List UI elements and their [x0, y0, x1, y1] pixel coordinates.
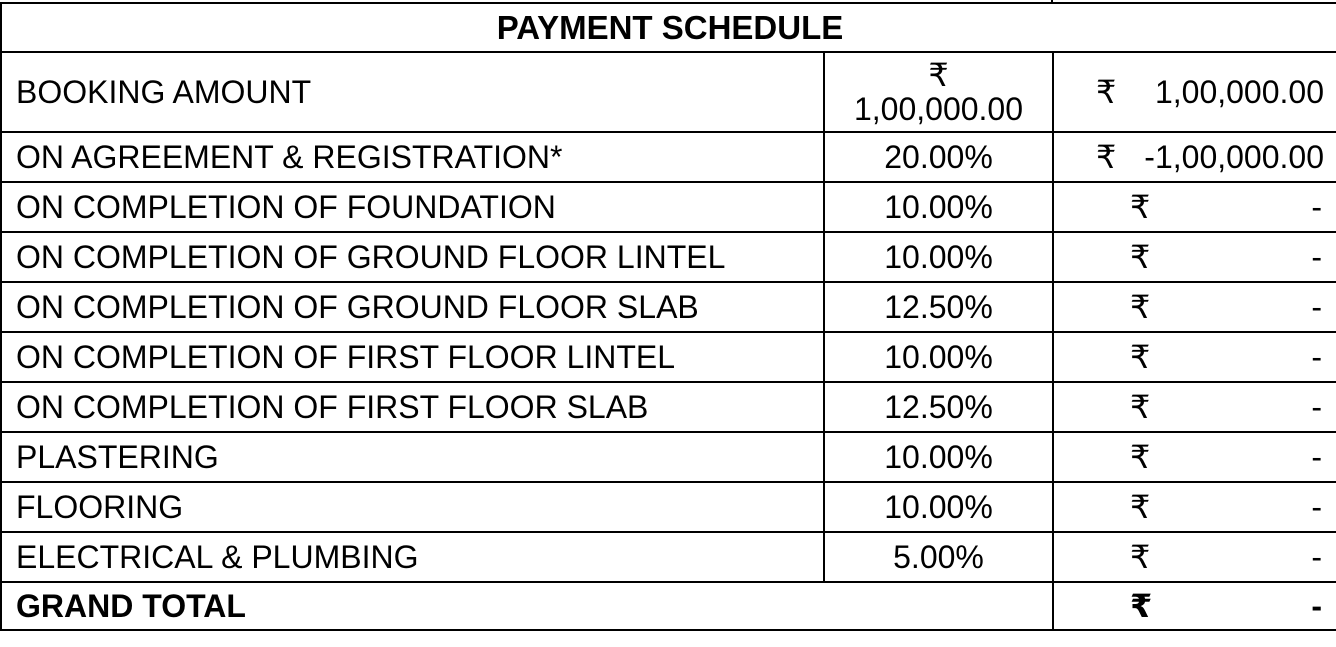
- amount-value: -1,00,000.00: [1144, 139, 1324, 175]
- row-percent: 10.00%: [824, 482, 1053, 532]
- rupee-icon: ₹: [1130, 339, 1151, 375]
- row-label: FLOORING: [1, 482, 824, 532]
- table-row: [1, 282, 1336, 332]
- row-amount: [1053, 132, 1336, 182]
- amount-value: -: [1311, 239, 1322, 275]
- amount-value: -: [1311, 339, 1322, 375]
- rupee-icon: ₹: [1096, 139, 1117, 175]
- grand-total-label: GRAND TOTAL: [1, 582, 1053, 630]
- row-amount: [1053, 232, 1336, 282]
- amount-value: -: [1311, 189, 1322, 225]
- table-row: [1, 332, 1336, 382]
- rupee-icon: ₹: [1096, 74, 1117, 110]
- amount-wrap: [1054, 53, 1336, 131]
- rupee-icon: ₹: [1130, 389, 1151, 425]
- rupee-icon: ₹: [1130, 189, 1151, 225]
- table-row: [1, 52, 1336, 132]
- rupee-icon: ₹: [1130, 539, 1151, 575]
- row-label: ON COMPLETION OF FIRST FLOOR LINTEL: [1, 332, 824, 382]
- row-amount: [1053, 282, 1336, 332]
- rupee-icon: ₹: [1130, 239, 1151, 275]
- row-label: ON AGREEMENT & REGISTRATION*: [1, 132, 824, 182]
- amount-value: -: [1311, 389, 1322, 425]
- amount-wrap: [1054, 483, 1336, 531]
- table-row: [1, 532, 1336, 582]
- amount-value: -: [1311, 489, 1322, 525]
- amount-wrap: [1054, 233, 1336, 281]
- table-row: [1, 432, 1336, 482]
- row-label: ON COMPLETION OF GROUND FLOOR SLAB: [1, 282, 824, 332]
- row-percent: 5.00%: [824, 532, 1053, 582]
- amount-wrap: [1054, 183, 1336, 231]
- row-label: ON COMPLETION OF FOUNDATION: [1, 182, 824, 232]
- row-amount: [1053, 182, 1336, 232]
- row-percent: 10.00%: [824, 182, 1053, 232]
- row-percent: 20.00%: [824, 132, 1053, 182]
- amount-wrap: [1054, 583, 1336, 629]
- row-percent-currency: ₹: [928, 57, 949, 93]
- amount-value: -: [1311, 588, 1322, 624]
- amount-wrap: [1054, 383, 1336, 431]
- amount-wrap: [1054, 283, 1336, 331]
- rupee-icon: ₹: [1130, 439, 1151, 475]
- amount-wrap: [1054, 133, 1336, 181]
- row-amount: [1053, 52, 1336, 132]
- table-row: [1, 182, 1336, 232]
- row-amount: [1053, 332, 1336, 382]
- row-label: BOOKING AMOUNT: [1, 52, 824, 132]
- row-percent: 12.50%: [824, 382, 1053, 432]
- row-amount: [1053, 382, 1336, 432]
- amount-wrap: [1054, 433, 1336, 481]
- row-amount: [1053, 482, 1336, 532]
- row-percent: 10.00%: [824, 432, 1053, 482]
- rupee-icon: ₹: [1130, 588, 1153, 624]
- amount-value: -: [1311, 539, 1322, 575]
- amount-value: -: [1311, 439, 1322, 475]
- row-percent: 10.00%: [824, 232, 1053, 282]
- grand-total-row: [1, 582, 1336, 630]
- payment-schedule-table: [0, 2, 1336, 631]
- row-amount: [1053, 432, 1336, 482]
- row-percent: [824, 52, 1053, 132]
- table-row: [1, 482, 1336, 532]
- table-title: PAYMENT SCHEDULE: [1, 3, 1336, 52]
- table-title-row: [1, 3, 1336, 52]
- rupee-icon: ₹: [1130, 489, 1151, 525]
- amount-value: -: [1311, 289, 1322, 325]
- grand-total-amount: [1053, 582, 1336, 630]
- row-label: PLASTERING: [1, 432, 824, 482]
- row-label: ON COMPLETION OF FIRST FLOOR SLAB: [1, 382, 824, 432]
- amount-wrap: [1054, 533, 1336, 581]
- table-row: [1, 132, 1336, 182]
- row-label: ON COMPLETION OF GROUND FLOOR LINTEL: [1, 232, 824, 282]
- row-percent: 10.00%: [824, 332, 1053, 382]
- amount-value: 1,00,000.00: [1154, 74, 1324, 110]
- row-percent: 12.50%: [824, 282, 1053, 332]
- table-row: [1, 232, 1336, 282]
- amount-wrap: [1054, 333, 1336, 381]
- rupee-icon: ₹: [1130, 289, 1151, 325]
- row-label: ELECTRICAL & PLUMBING: [1, 532, 824, 582]
- row-amount: [1053, 532, 1336, 582]
- table-row: [1, 382, 1336, 432]
- row-percent-value: 1,00,000.00: [853, 91, 1024, 127]
